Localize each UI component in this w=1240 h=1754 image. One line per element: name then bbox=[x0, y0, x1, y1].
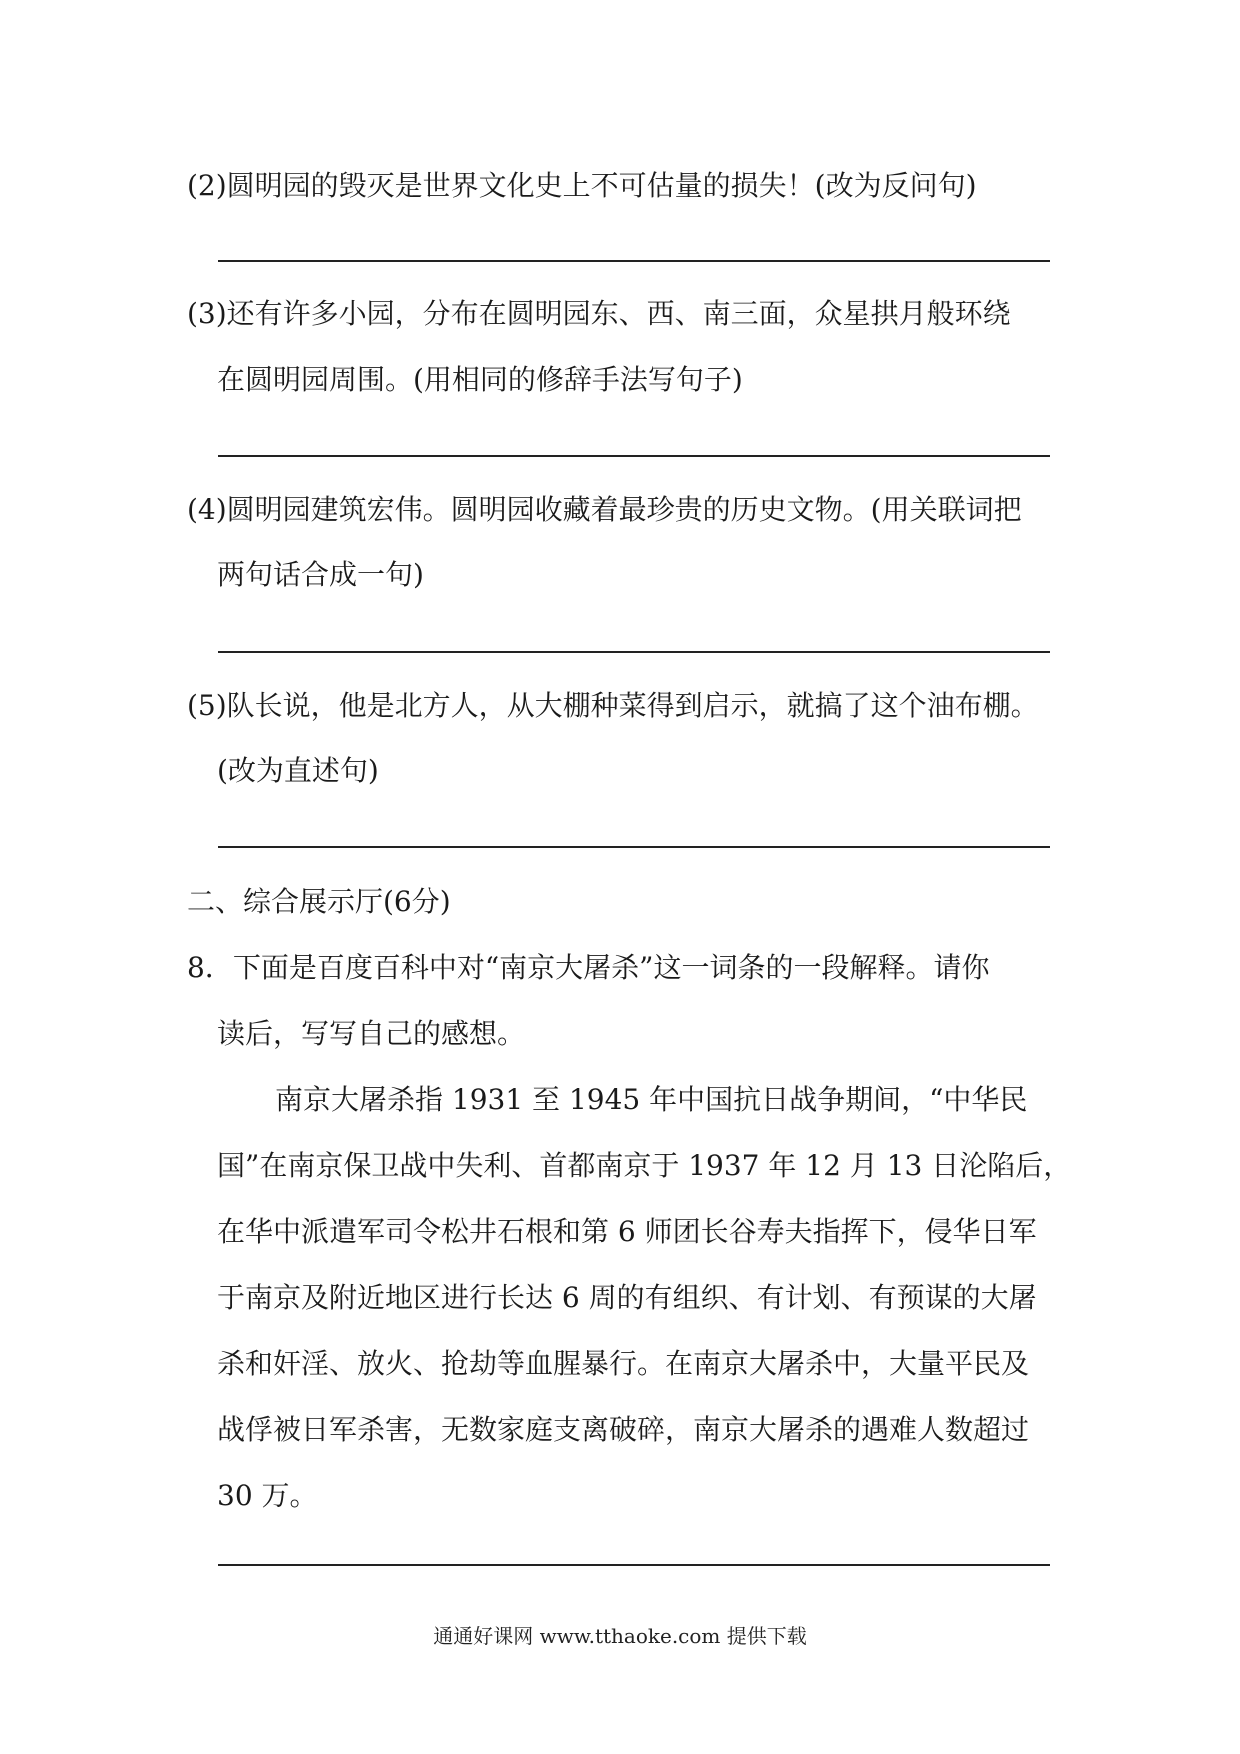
question-5-text-line2: (改为直述句) bbox=[217, 754, 379, 787]
question-4-text-line2: 两句话合成一句) bbox=[217, 558, 424, 591]
passage-line: 战俘被日军杀害，无数家庭支离破碎，南京大屠杀的遇难人数超过 bbox=[217, 1413, 1030, 1446]
answer-line-q5 bbox=[218, 846, 1050, 848]
page-footer: 通通好课网 www.tthaoke.com 提供下载 bbox=[433, 1624, 807, 1648]
passage-line: 30 万。 bbox=[217, 1479, 318, 1512]
question-3-text-line1: (3)还有许多小园，分布在圆明园东、西、南三面，众星拱月般环绕 bbox=[187, 297, 1011, 330]
passage-line: 国”在南京保卫战中失利、首都南京于 1937 年 12 月 13 日沦陷后， bbox=[217, 1149, 1072, 1182]
passage-line: 南京大屠杀指 1931 至 1945 年中国抗日战争期间，“中华民 bbox=[275, 1083, 1028, 1116]
passage-line: 于南京及附近地区进行长达 6 周的有组织、有计划、有预谋的大屠 bbox=[217, 1281, 1037, 1314]
passage-line: 在华中派遣军司令松井石根和第 6 师团长谷寿夫指挥下，侵华日军 bbox=[217, 1215, 1037, 1248]
section-heading: 二、综合展示厅(6分) bbox=[187, 885, 451, 918]
answer-line-q8 bbox=[218, 1564, 1050, 1566]
question-2-text: (2)圆明园的毁灭是世界文化史上不可估量的损失！(改为反问句) bbox=[187, 169, 977, 202]
question-5-text-line1: (5)队长说，他是北方人，从大棚种菜得到启示，就搞了这个油布棚。 bbox=[187, 689, 1039, 722]
question-3-text-line2: 在圆明园周围。(用相同的修辞手法写句子) bbox=[217, 363, 743, 396]
question-4-text-line1: (4)圆明园建筑宏伟。圆明园收藏着最珍贵的历史文物。(用关联词把 bbox=[187, 493, 1022, 526]
question-8-text-line1: 8．下面是百度百科中对“南京大屠杀”这一词条的一段解释。请你 bbox=[187, 951, 990, 984]
question-8-text-line2: 读后，写写自己的感想。 bbox=[217, 1017, 526, 1050]
answer-line-q2 bbox=[218, 260, 1050, 262]
answer-line-q3 bbox=[218, 455, 1050, 457]
passage-line: 杀和奸淫、放火、抢劫等血腥暴行。在南京大屠杀中，大量平民及 bbox=[217, 1347, 1030, 1380]
answer-line-q4 bbox=[218, 651, 1050, 653]
